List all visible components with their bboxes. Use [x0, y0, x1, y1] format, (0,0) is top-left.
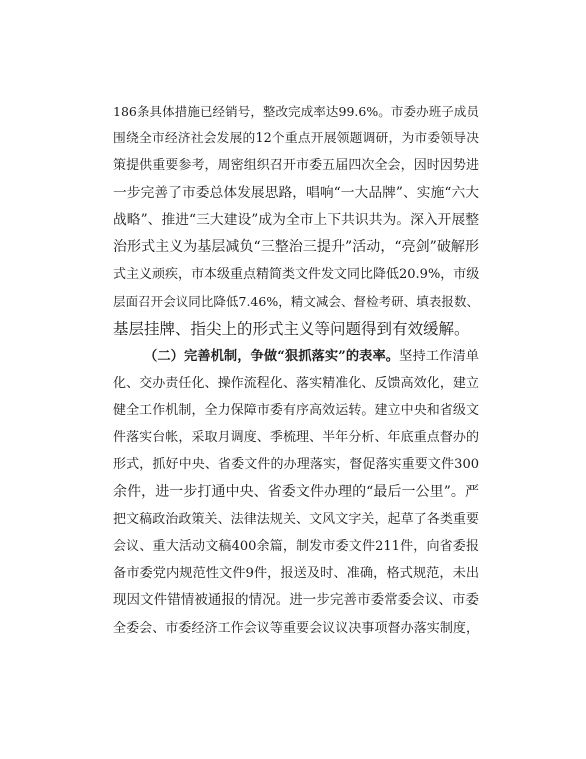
- first-line-text: 坚持工作清单: [399, 348, 479, 364]
- paragraph-line: 式主义顽疾，市本级重点精简类文件发文同比降低20.9%，市级: [113, 267, 480, 283]
- paragraph-line: 治形式主义为基层减负“三整治三提升”活动，“亮剑”破解形: [113, 238, 479, 255]
- paragraph-line: 186条具体措施已经销号，整改完成率达99.6%。市委办班子成员: [113, 104, 479, 119]
- paragraph-line: 基层挂牌、指尖上的形式主义等问题得到有效缓解。: [113, 319, 470, 338]
- paragraph-line: 现因文件错情被通报的情况。进一步完善市委常委会议、市委: [113, 592, 479, 609]
- paragraph-line: 策提供重要参考，周密组织召开市委五届四次全会，因时因势进: [113, 158, 479, 174]
- paragraph-line: 余件，进一步打通中央、省委文件办理的“最后一公里”。严: [113, 483, 479, 500]
- paragraph-line: 化、交办责任化、操作流程化、落实精准化、反馈高效化，建立: [113, 375, 479, 391]
- paragraph-line: 会议、重大活动文稿400余篇，制发市委文件211件，向省委报: [113, 539, 479, 554]
- paragraph-1: [113, 98, 479, 343]
- paragraph-line: 一步完善了市委总体发展思路，唱响“一大品牌”、实施“六大: [113, 184, 479, 201]
- paragraph-line: 健全工作机制，全力保障市委有序高效运转。建立中央和省级文: [113, 403, 479, 419]
- paragraph-line: 全委会、市委经济工作会议等重要会议议决事项督办落实制度，: [113, 620, 479, 636]
- paragraph-line: 把文稿政治政策关、法律法规关、文风文字关，起草了各类重要: [113, 511, 479, 527]
- paragraph-2: [113, 343, 479, 642]
- paragraph-line: 备市委党内规范性文件9件，报送及时、准确，格式规范，未出: [113, 566, 480, 582]
- paragraph-line: 件落实台帐，采取月调度、季梳理、半年分析、年底重点督办的: [113, 430, 479, 446]
- body-text: [113, 98, 479, 642]
- paragraph-line: 战略”、推进“三大建设”成为全市上下共识共为。深入开展整: [113, 211, 479, 228]
- paragraph-first-line: [113, 343, 479, 370]
- paragraph-line: 围绕全市经济社会发展的12个重点开展领题调研，为市委领导决: [113, 131, 479, 147]
- paragraph-line: 层面召开会议同比降低7.46%，精文减会、督检考研、填表报数、: [113, 294, 479, 310]
- section-heading: （二）完善机制，争做“狠抓落实”的表率。: [144, 348, 400, 364]
- paragraph-line: 形式，抓好中央、省委文件的办理落实，督促落实重要文件300: [113, 457, 479, 473]
